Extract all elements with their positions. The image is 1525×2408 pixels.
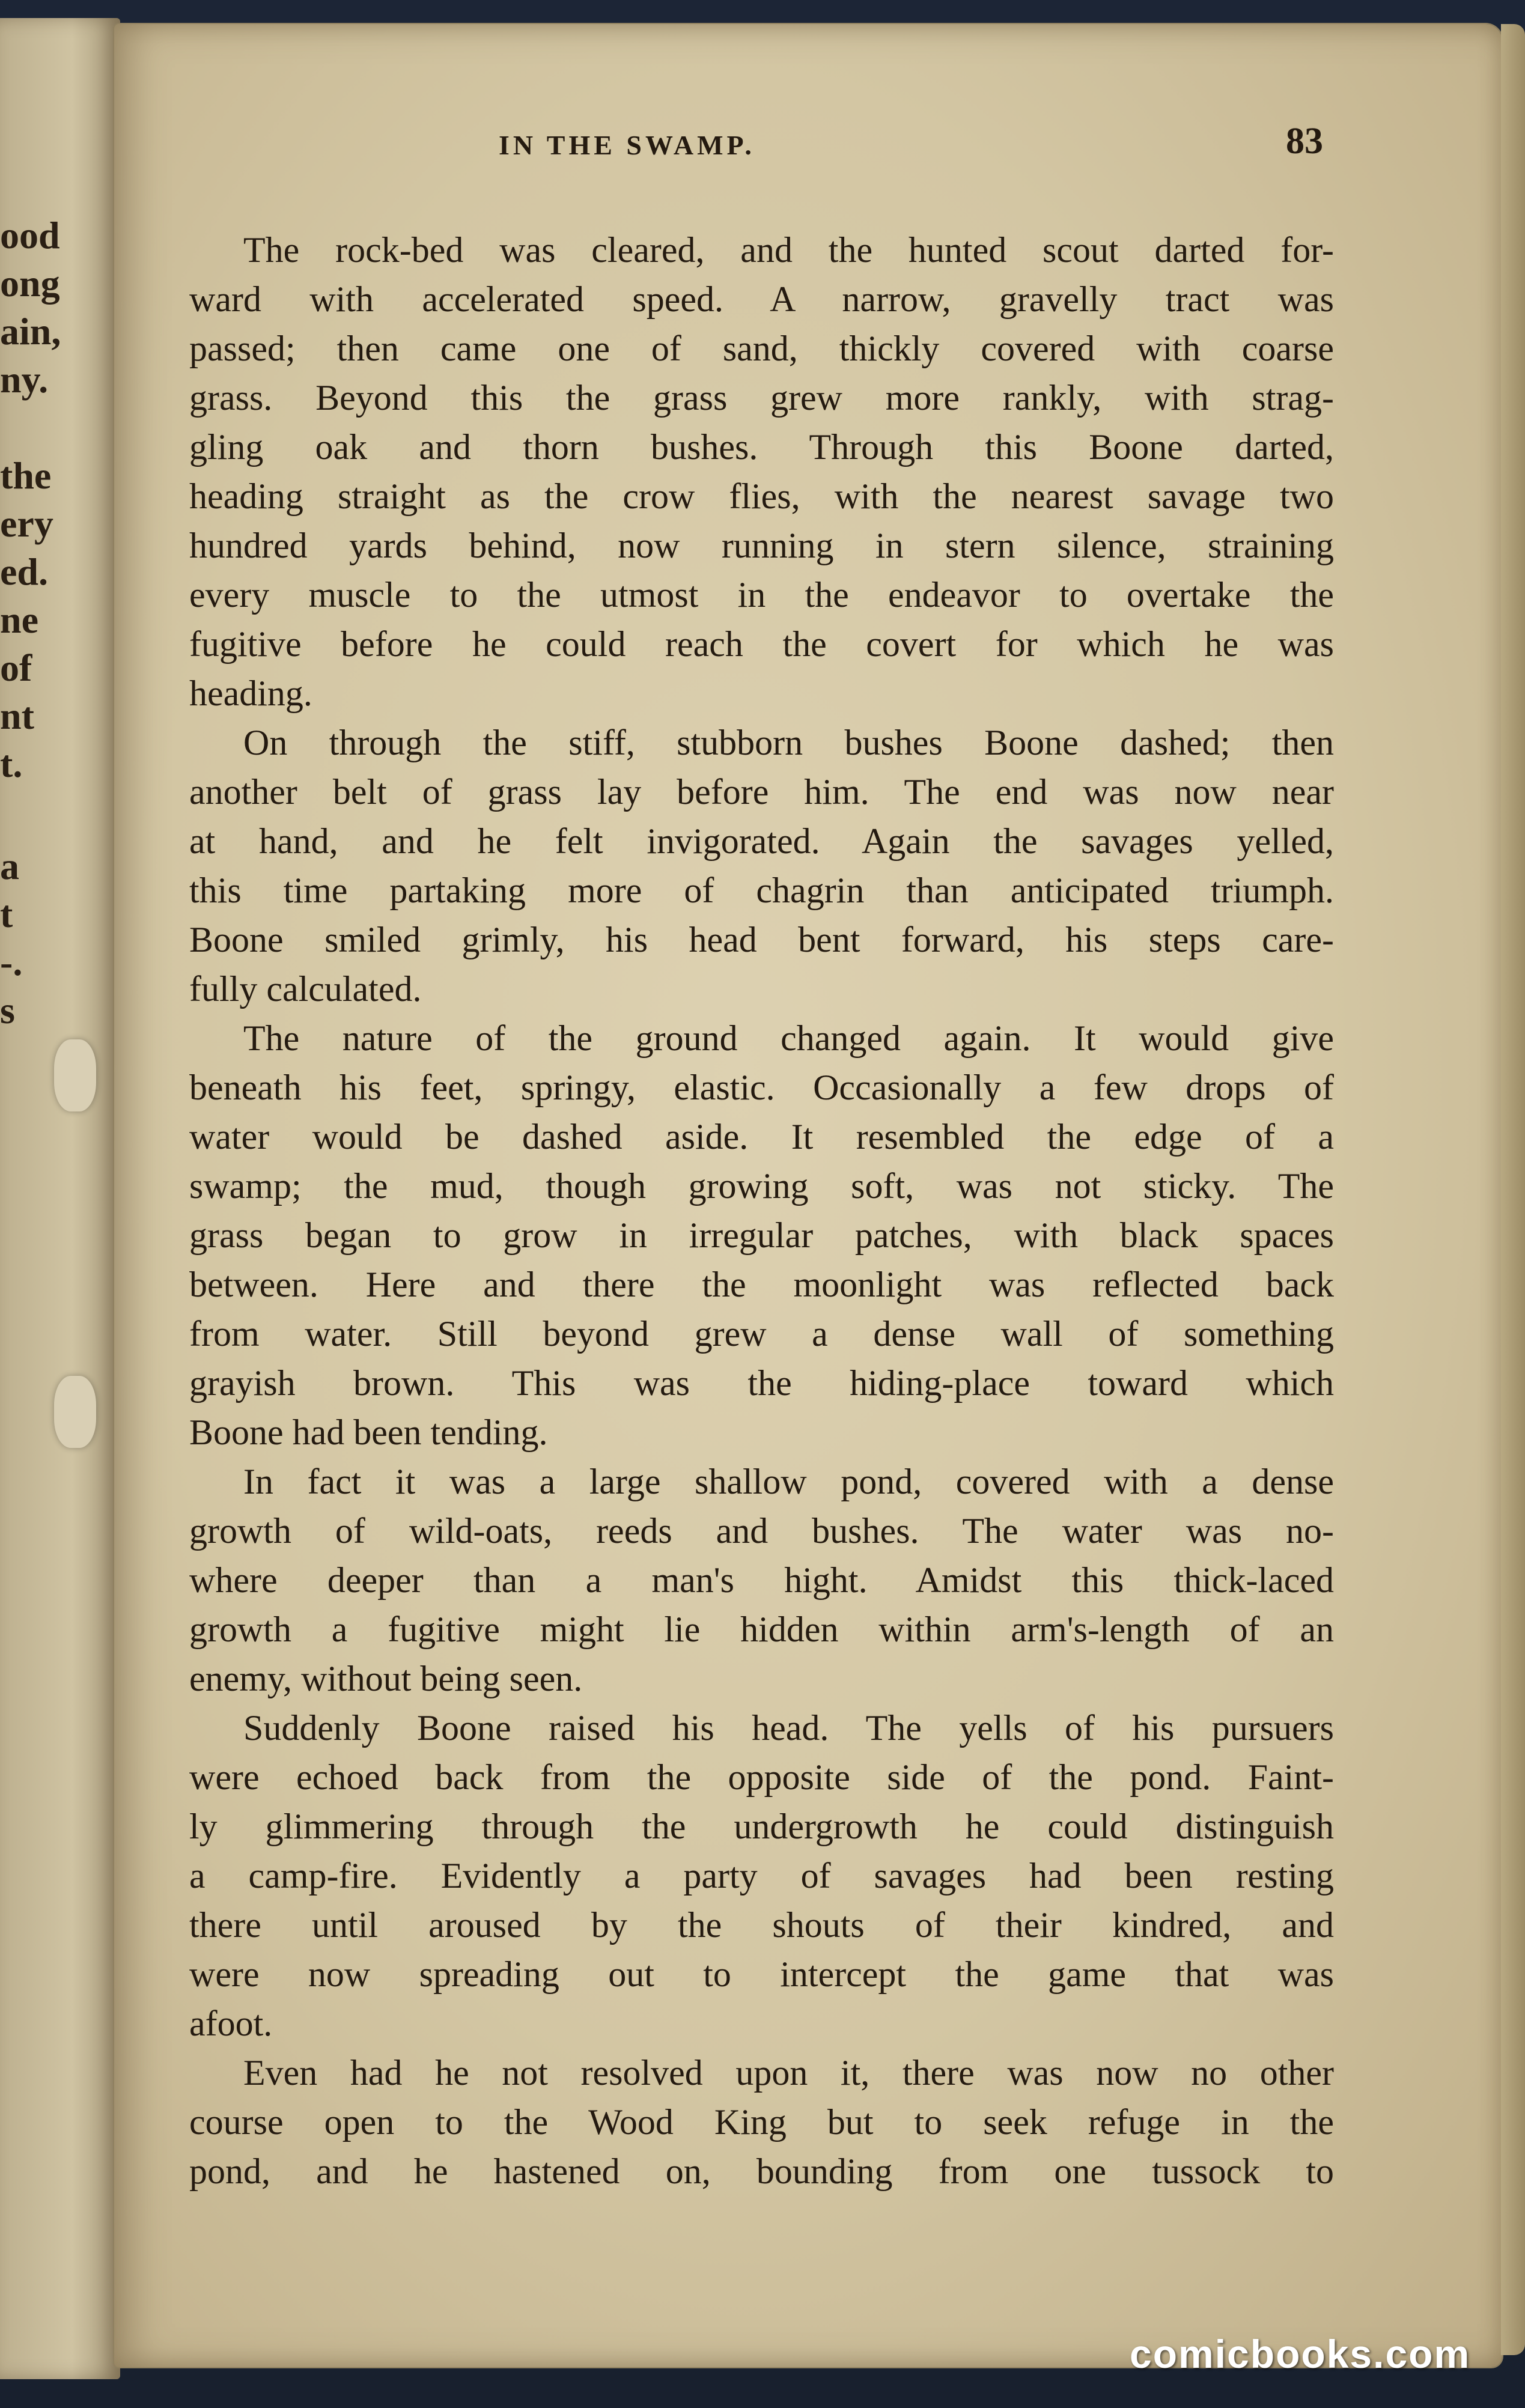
site-watermark: comicbooks.com <box>1130 2332 1471 2376</box>
text-line: growth a fugitive might lie hidden within arm's-length of an <box>189 1610 1334 1649</box>
facing-page-fragment: t <box>0 893 13 935</box>
text-line: grass. Beyond this the grass grew more rankly, with strag- <box>189 378 1334 418</box>
facing-page-fragment: the <box>0 454 52 497</box>
text-line: swamp; the mud, though growing soft, was not sticky. The <box>189 1166 1334 1206</box>
facing-page <box>0 18 120 2379</box>
text-line: fugitive before he could reach the covert for which he was <box>189 624 1334 664</box>
text-line: Boone smiled grimly, his head bent forward, his steps care- <box>189 920 1334 959</box>
text-line: were echoed back from the opposite side of the pond. Faint- <box>189 1757 1334 1797</box>
text-line: pond, and he hastened on, bounding from one tussock to <box>189 2151 1334 2191</box>
text-line: Suddenly Boone raised his head. The yells of his pursuers <box>243 1708 1334 1748</box>
text-line: heading. <box>189 673 312 713</box>
page-edge <box>1501 24 1525 2355</box>
facing-page-fragment: t. <box>0 743 23 785</box>
text-line: between. Here and there the moonlight was reflected back <box>189 1265 1334 1304</box>
text-line: where deeper than a man's hight. Amidst this thick-laced <box>189 1560 1334 1600</box>
text-line: course open to the Wood King but to seek refuge in the <box>189 2102 1334 2142</box>
text-line: from water. Still beyond grew a dense wall of something <box>189 1314 1334 1354</box>
text-line: were now spreading out to intercept the game that was <box>189 1954 1334 1994</box>
text-line: there until aroused by the shouts of their kindred, and <box>189 1905 1334 1945</box>
text-line: ward with accelerated speed. A narrow, gravelly tract was <box>189 279 1334 319</box>
facing-page-fragment: nt <box>0 695 34 737</box>
facing-page-fragment: ong <box>0 262 60 305</box>
text-line: beneath his feet, springy, elastic. Occasionally a few drops of <box>189 1068 1334 1107</box>
facing-page-fragment: -. <box>0 941 23 984</box>
text-line: at hand, and he felt invigorated. Again the savages yelled, <box>189 821 1334 861</box>
facing-page-fragment: of <box>0 646 32 689</box>
facing-page-fragment: ood <box>0 214 60 257</box>
text-line: passed; then came one of sand, thickly covered with coarse <box>189 329 1334 368</box>
text-line: growth of wild-oats, reeds and bushes. The water was no- <box>189 1511 1334 1551</box>
text-line: every muscle to the utmost in the endeavor to overtake the <box>189 575 1334 615</box>
text-line: In fact it was a large shallow pond, covered with a dense <box>243 1462 1334 1501</box>
text-line: Even had he not resolved upon it, there was now no other <box>243 2053 1334 2093</box>
text-line: afoot. <box>189 2004 273 2043</box>
binding-tear <box>54 1039 96 1111</box>
text-line: ly glimmering through the undergrowth he could distinguish <box>189 1807 1334 1846</box>
facing-page-fragment: ain, <box>0 310 61 353</box>
facing-page-fragment: ne <box>0 598 38 641</box>
text-line: On through the stiff, stubborn bushes Boone dashed; then <box>243 723 1334 762</box>
binding-tear <box>54 1376 96 1448</box>
text-line: heading straight as the crow flies, with the nearest savage two <box>189 476 1334 516</box>
page-number: 83 <box>1286 121 1323 162</box>
text-line: this time partaking more of chagrin than anticipated triumph. <box>189 871 1334 910</box>
text-line: grass began to grow in irregular patches, with black spaces <box>189 1215 1334 1255</box>
text-line: hundred yards behind, now running in stern silence, straining <box>189 526 1334 565</box>
text-line: The nature of the ground changed again. It would give <box>243 1018 1334 1058</box>
facing-page-fragment: ery <box>0 502 53 545</box>
text-line: gling oak and thorn bushes. Through this Boone darted, <box>189 427 1334 467</box>
text-line: water would be dashed aside. It resembled the edge of a <box>189 1117 1334 1157</box>
facing-page-fragment: ed. <box>0 550 48 593</box>
facing-page-fragment: a <box>0 845 19 887</box>
body-text <box>189 225 1334 2196</box>
text-line: another belt of grass lay before him. The end was now near <box>189 772 1334 812</box>
text-line: enemy, without being seen. <box>189 1659 583 1698</box>
text-line: fully calculated. <box>189 969 422 1009</box>
facing-page-fragment: s <box>0 989 15 1032</box>
text-line: The rock-bed was cleared, and the hunted scout darted for- <box>243 230 1334 270</box>
text-line: a camp-fire. Evidently a party of savages had been resting <box>189 1856 1334 1896</box>
text-line: grayish brown. This was the hiding-place toward which <box>189 1363 1334 1403</box>
running-head: IN THE SWAMP. <box>499 130 755 160</box>
facing-page-fragment: ny. <box>0 358 49 401</box>
text-line: Boone had been tending. <box>189 1412 548 1452</box>
